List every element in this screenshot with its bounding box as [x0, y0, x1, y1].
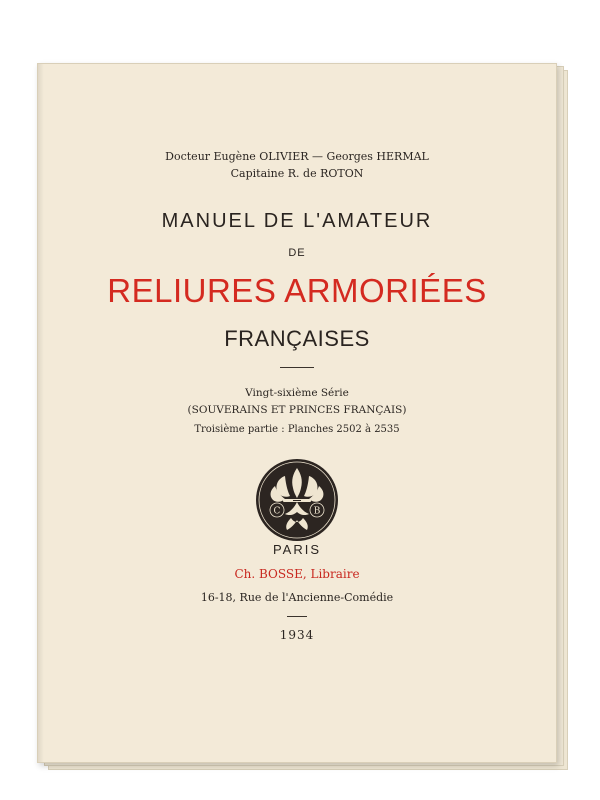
imprint-year: 1934	[279, 628, 315, 642]
fleur-de-lis-monogram-icon	[255, 458, 339, 542]
book-cover	[37, 63, 557, 763]
subtitle: FRANÇAISES	[224, 326, 370, 351]
series-line-2: (SOUVERAINS ET PRINCES FRANÇAIS)	[187, 404, 407, 416]
series-line-3: Troisième partie : Planches 2502 à 2535	[194, 424, 400, 435]
title-pre: MANUEL DE L'AMATEUR	[161, 210, 433, 232]
authors-line-1: Docteur Eugène OLIVIER — Georges HERMAL	[165, 150, 429, 163]
divider	[280, 367, 314, 368]
monogram-right-letter: B	[313, 506, 321, 517]
authors-line-2: Capitaine R. de ROTON	[230, 167, 364, 180]
imprint-address: 16-18, Rue de l'Ancienne-Comédie	[200, 591, 394, 604]
main-title: RELIURES ARMORIÉES	[107, 272, 487, 309]
monogram-left-letter: C	[273, 506, 281, 517]
series-line-1: Vingt-sixième Série	[245, 387, 349, 399]
title-connector: DE	[288, 247, 306, 259]
divider	[287, 616, 307, 617]
imprint-city: PARIS	[272, 542, 322, 557]
imprint-publisher: Ch. BOSSE, Libraire	[234, 567, 360, 581]
